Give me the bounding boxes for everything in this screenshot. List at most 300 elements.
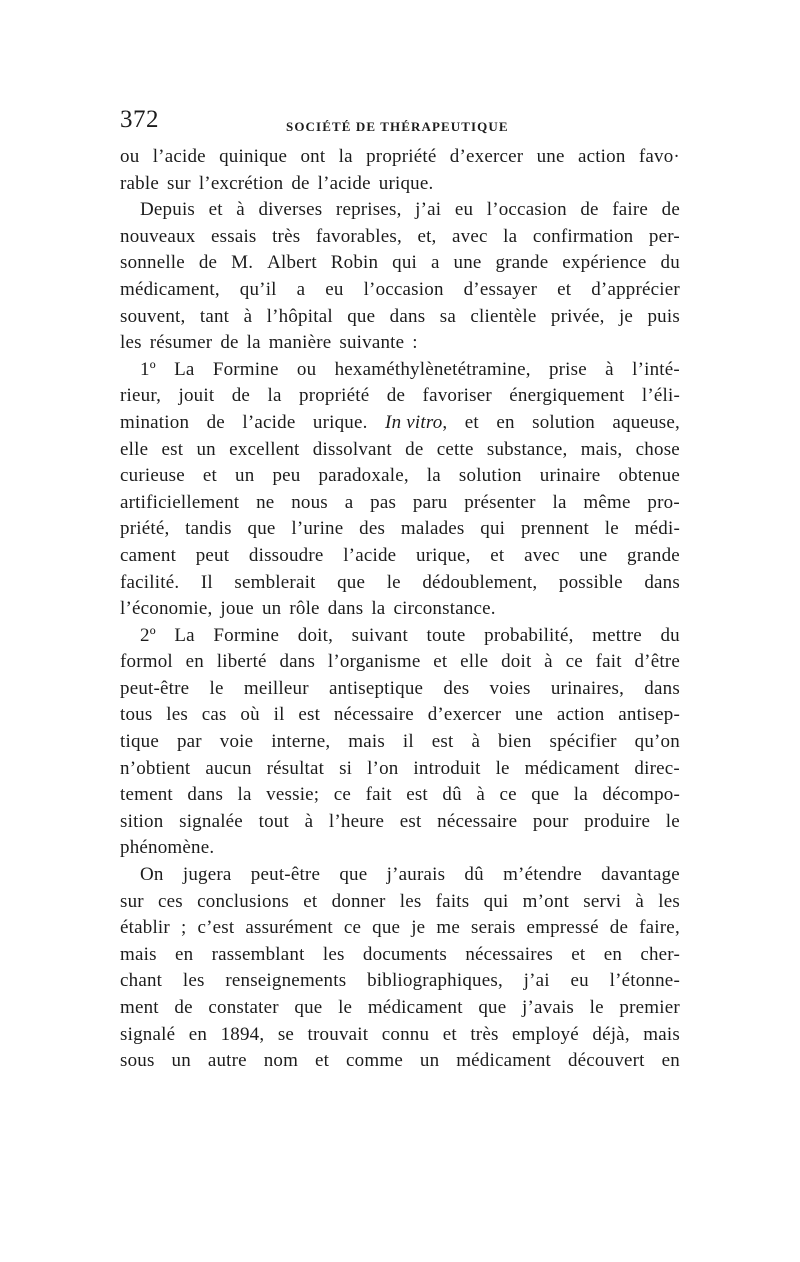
word: à — [476, 784, 485, 806]
word: cament — [120, 544, 177, 566]
word: très — [470, 1023, 499, 1045]
word: nécessaire — [437, 810, 518, 832]
word: présenter — [464, 491, 536, 513]
word: dans — [644, 677, 680, 699]
word: rôle — [289, 598, 320, 620]
word: doit, — [297, 624, 334, 646]
word: bibliographiques, — [367, 970, 503, 992]
word: à — [471, 731, 481, 753]
word: aqueuse, — [612, 411, 680, 433]
word: clientèle — [470, 305, 537, 327]
word: dans — [389, 305, 426, 327]
word: signalée — [179, 810, 243, 832]
word: phénomène. — [120, 837, 215, 859]
word: et — [557, 278, 572, 300]
word: antisep- — [618, 704, 680, 726]
word: essais — [211, 225, 257, 247]
text-line — [120, 224, 680, 251]
word: tement — [120, 784, 173, 806]
word: urinaires, — [550, 677, 625, 699]
word: l’éli- — [641, 385, 680, 407]
word: urique. — [312, 411, 368, 433]
word: à — [635, 890, 645, 912]
word: favo· — [638, 146, 680, 167]
word: établir — [120, 917, 170, 939]
page-header — [120, 106, 680, 146]
word: : — [412, 332, 418, 354]
word: per- — [648, 225, 680, 247]
word: que — [478, 997, 507, 1018]
word: reprises, — [335, 199, 402, 221]
word: mais — [643, 1023, 680, 1045]
word: dû — [442, 784, 462, 806]
word: est — [406, 784, 428, 806]
word: ; — [180, 917, 187, 939]
word: probabilité, — [484, 624, 574, 646]
word: nécessaire — [333, 704, 414, 726]
word: serais — [470, 917, 516, 939]
word: souvent, — [120, 305, 186, 327]
word: un — [261, 598, 282, 620]
word: dans — [644, 571, 680, 593]
word: davantage — [601, 864, 680, 886]
word: sur — [120, 890, 144, 912]
text-line — [120, 756, 680, 783]
word: qui — [392, 252, 418, 274]
word: spécifier — [549, 731, 617, 753]
text-line — [120, 915, 680, 942]
word: expérience — [562, 252, 647, 274]
word: je — [618, 305, 634, 327]
text-line — [120, 490, 680, 517]
word: suivante — [339, 332, 405, 354]
word: l’occasion — [486, 199, 567, 221]
word: le — [604, 518, 619, 540]
word: c’est — [197, 917, 235, 939]
word: comme — [346, 1050, 403, 1072]
word: diverses — [258, 199, 323, 221]
word: et — [315, 1050, 330, 1072]
word: les — [658, 890, 680, 912]
word: la — [246, 332, 261, 354]
word: solution — [532, 411, 595, 433]
word: le — [386, 571, 401, 593]
word: quinique — [219, 146, 288, 167]
word: constater — [208, 997, 279, 1018]
word: un — [235, 465, 255, 487]
word: eu — [454, 199, 474, 221]
word: dans — [187, 784, 224, 806]
paragraph-conclusion — [120, 862, 680, 1075]
word: et — [490, 544, 505, 566]
word: sous — [120, 1050, 155, 1072]
word: dédoublement, — [422, 571, 538, 593]
word: médicament — [456, 1050, 552, 1072]
word: a — [296, 278, 306, 300]
word: eu — [325, 278, 344, 300]
word: le — [589, 997, 604, 1018]
word: énergiquement — [509, 385, 625, 407]
word: le — [209, 677, 224, 699]
word: de — [386, 385, 406, 407]
word: en — [603, 943, 623, 965]
word: qui — [480, 518, 506, 540]
word: nécessaires — [465, 943, 553, 965]
word: propriété — [299, 385, 370, 407]
word: donner — [331, 890, 386, 912]
body-text — [120, 144, 680, 1075]
word: un — [419, 1050, 440, 1072]
word: excellent — [229, 438, 300, 460]
word: la — [426, 465, 441, 487]
word: médicament — [367, 997, 463, 1018]
word: curieuse — [120, 465, 185, 487]
word: à — [236, 199, 245, 221]
word: d’être — [634, 651, 680, 673]
running-head: SOCIÉTÉ DE THÉRAPEUTIQUE — [286, 119, 509, 134]
word: ou — [296, 358, 317, 380]
text-line — [120, 304, 680, 331]
word: une — [453, 252, 482, 274]
word: fait — [365, 784, 392, 806]
word: solution — [458, 465, 522, 487]
word: la — [237, 784, 252, 806]
word: se — [277, 1023, 295, 1045]
text-line — [120, 197, 680, 224]
word: d’essayer — [463, 278, 538, 300]
text-line — [120, 330, 680, 357]
word: une — [579, 544, 608, 566]
word: faits — [435, 890, 470, 912]
word: de — [291, 172, 310, 194]
word: action — [556, 704, 605, 726]
word: ces — [158, 890, 183, 912]
word: eu — [570, 970, 589, 992]
word: interne, — [271, 731, 331, 753]
word: Il — [200, 571, 213, 593]
word: puis — [647, 305, 680, 327]
word: mais — [348, 731, 385, 753]
text-line — [120, 171, 680, 198]
word: Robin — [330, 252, 379, 274]
word: antiseptique — [328, 677, 424, 699]
word: action — [577, 146, 626, 167]
word: les — [120, 332, 142, 354]
word: de — [231, 385, 251, 407]
word: premier — [619, 997, 680, 1018]
word: urique, — [415, 544, 471, 566]
text-line — [120, 676, 680, 703]
word: meilleur — [243, 677, 309, 699]
word: manière — [268, 332, 332, 354]
word: artificiellement — [120, 491, 240, 513]
word: paru — [412, 491, 448, 513]
word: tique — [120, 731, 159, 753]
text-line — [120, 277, 680, 304]
word: n’obtient — [120, 757, 191, 779]
word: 1º — [140, 358, 156, 380]
word: la — [503, 225, 518, 247]
word: le — [665, 810, 680, 832]
word: que — [247, 518, 276, 540]
word: et — [433, 651, 448, 673]
word: la — [573, 784, 588, 806]
text-line — [120, 862, 680, 889]
word: que — [337, 571, 366, 593]
word: tandis — [185, 518, 232, 540]
word: les — [399, 890, 422, 912]
word: rable — [120, 172, 159, 194]
word: ment — [120, 997, 159, 1018]
word: fait — [595, 651, 622, 673]
word: mais, — [580, 438, 623, 460]
word: possible — [558, 571, 623, 593]
word: voie — [219, 731, 254, 753]
word: les — [182, 970, 205, 992]
text-line — [120, 1048, 680, 1075]
word: l’heure — [328, 810, 385, 832]
word: et — [442, 1023, 457, 1045]
word: qu’on — [634, 731, 680, 753]
text-line — [120, 144, 680, 171]
word: privée, — [550, 305, 605, 327]
word: un — [196, 438, 216, 460]
word: facilité. — [120, 571, 180, 593]
word: sa — [439, 305, 456, 327]
word: la — [371, 598, 386, 620]
word: rassemblant — [211, 943, 305, 965]
word: il — [273, 704, 285, 726]
word: avec — [524, 544, 560, 566]
text-line — [120, 383, 680, 410]
word: a — [430, 252, 440, 274]
word: malades — [400, 518, 465, 540]
text-line — [120, 649, 680, 676]
word: l’organisme — [327, 651, 421, 673]
word: déjà, — [592, 1023, 630, 1045]
word: produire — [584, 810, 651, 832]
word: substance, — [486, 438, 568, 460]
word: mais — [120, 943, 157, 965]
word: de — [174, 997, 193, 1018]
word: que — [347, 305, 376, 327]
word: qu’il — [239, 278, 277, 300]
word: jouit — [178, 385, 215, 407]
word: l’hôpital — [266, 305, 333, 327]
text-line — [120, 1022, 680, 1049]
word: hexaméthylènetétramine, — [334, 358, 531, 380]
word: toute — [426, 624, 466, 646]
word: propriété — [366, 146, 437, 167]
word: mettre — [592, 624, 642, 646]
word: faire, — [639, 917, 680, 939]
word: pro- — [647, 491, 680, 513]
word: décompo- — [602, 784, 680, 806]
word: ont — [300, 146, 326, 167]
word: m’étendre — [503, 864, 582, 886]
word: l’économie, — [120, 598, 213, 620]
word: en — [188, 1023, 208, 1045]
text-line — [120, 623, 680, 650]
word: Formine — [213, 624, 280, 646]
word: nouveaux — [120, 225, 196, 247]
word: ou — [120, 146, 140, 167]
word: la — [267, 385, 282, 407]
word: où — [240, 704, 260, 726]
text-line — [120, 437, 680, 464]
word: médi- — [634, 518, 680, 540]
word: médicament — [524, 757, 620, 779]
word: une — [515, 704, 544, 726]
word: tant — [199, 305, 230, 327]
word: l’acide — [317, 172, 371, 194]
word: ne — [256, 491, 275, 513]
word: mination — [120, 411, 190, 433]
word: que — [531, 784, 560, 806]
word: peut-être — [120, 677, 190, 699]
word: semblerait — [234, 571, 316, 593]
word: de — [206, 411, 225, 433]
text-line — [120, 942, 680, 969]
word: de — [609, 917, 629, 939]
word: urique. — [378, 172, 434, 194]
word: a — [344, 491, 354, 513]
word: il — [402, 731, 414, 753]
word: un — [171, 1050, 191, 1072]
word: La — [174, 624, 195, 646]
word: et — [303, 890, 318, 912]
word: employé — [512, 1023, 579, 1045]
paragraph-point-2 — [120, 623, 680, 862]
word: peut — [195, 544, 230, 566]
word: m’ont — [522, 890, 570, 912]
word: découvert — [567, 1050, 645, 1072]
word: d’exercer — [449, 146, 524, 167]
word: formol — [120, 651, 173, 673]
text-line — [120, 995, 680, 1022]
text-line — [120, 968, 680, 995]
word: à — [605, 358, 614, 380]
word: très — [272, 225, 301, 247]
paragraph-intro — [120, 144, 680, 197]
word: servi — [583, 890, 622, 912]
word: In vitro, — [385, 411, 448, 433]
word: et — [208, 199, 223, 221]
word: suivant — [351, 624, 408, 646]
word: sonnelle — [120, 252, 185, 274]
paragraph-depuis — [120, 197, 680, 357]
word: prennent — [520, 518, 590, 540]
word: est — [431, 731, 454, 753]
text-line — [120, 835, 680, 862]
word: me — [436, 917, 460, 939]
word: je — [411, 917, 426, 939]
word: chose — [635, 438, 680, 460]
word: est — [399, 810, 422, 832]
word: et — [571, 943, 586, 965]
word: ce — [333, 784, 352, 806]
word: liberté — [216, 651, 267, 673]
word: j’avais — [521, 997, 575, 1018]
word: Albert — [267, 252, 317, 274]
word: rieur, — [120, 385, 162, 407]
word: et, — [417, 225, 437, 247]
word: doit — [501, 651, 532, 673]
word: voies — [489, 677, 531, 699]
word: direc- — [634, 757, 680, 779]
word: priété, — [120, 518, 170, 540]
word: vessie; — [266, 784, 320, 806]
word: résultat — [266, 757, 325, 779]
word: ce — [565, 651, 583, 673]
word: 1894, — [220, 1023, 265, 1045]
text-line — [120, 570, 680, 597]
word: en — [496, 411, 515, 433]
word: si — [339, 757, 353, 779]
word: autre — [207, 1050, 247, 1072]
word: de — [405, 438, 424, 460]
text-line — [120, 250, 680, 277]
word: grande — [627, 544, 680, 566]
word: est — [298, 704, 321, 726]
word: cas — [201, 704, 227, 726]
word: cher- — [640, 943, 680, 965]
word: à — [544, 651, 553, 673]
word: documents — [362, 943, 448, 965]
word: connu — [381, 1023, 430, 1045]
word: paradoxale, — [318, 465, 409, 487]
word: à — [304, 810, 314, 832]
word: des — [443, 677, 470, 699]
word: Formine — [212, 358, 279, 380]
word: M. — [231, 252, 254, 274]
word: trouvait — [307, 1023, 369, 1045]
word: signalé — [120, 1023, 176, 1045]
word: en — [661, 1050, 680, 1072]
text-line — [120, 463, 680, 490]
page-number: 372 — [120, 106, 159, 133]
word: qui — [483, 890, 509, 912]
word: du — [660, 252, 680, 274]
word: de — [198, 252, 218, 274]
word: nom — [263, 1050, 299, 1072]
text-line — [120, 782, 680, 809]
word: l’acide — [152, 146, 206, 167]
word: l’acide — [343, 544, 397, 566]
word: les — [322, 943, 345, 965]
word: empressé — [526, 917, 599, 939]
text-line — [120, 809, 680, 836]
word: j’aurais — [386, 864, 446, 886]
word: favoriser — [422, 385, 492, 407]
word: renseignements — [225, 970, 347, 992]
word: elle — [460, 651, 489, 673]
text-line — [120, 516, 680, 543]
word: favorables, — [315, 225, 402, 247]
word: joue — [220, 598, 254, 620]
word: les — [166, 704, 188, 726]
word: sur — [166, 172, 191, 194]
word: de — [661, 199, 680, 221]
word: l’inté- — [632, 358, 680, 380]
word: prise — [548, 358, 587, 380]
text-line — [120, 357, 680, 384]
word: ce — [343, 917, 362, 939]
word: sition — [120, 810, 164, 832]
word: est — [161, 438, 184, 460]
word: l’urine — [291, 518, 344, 540]
word: des — [359, 518, 386, 540]
